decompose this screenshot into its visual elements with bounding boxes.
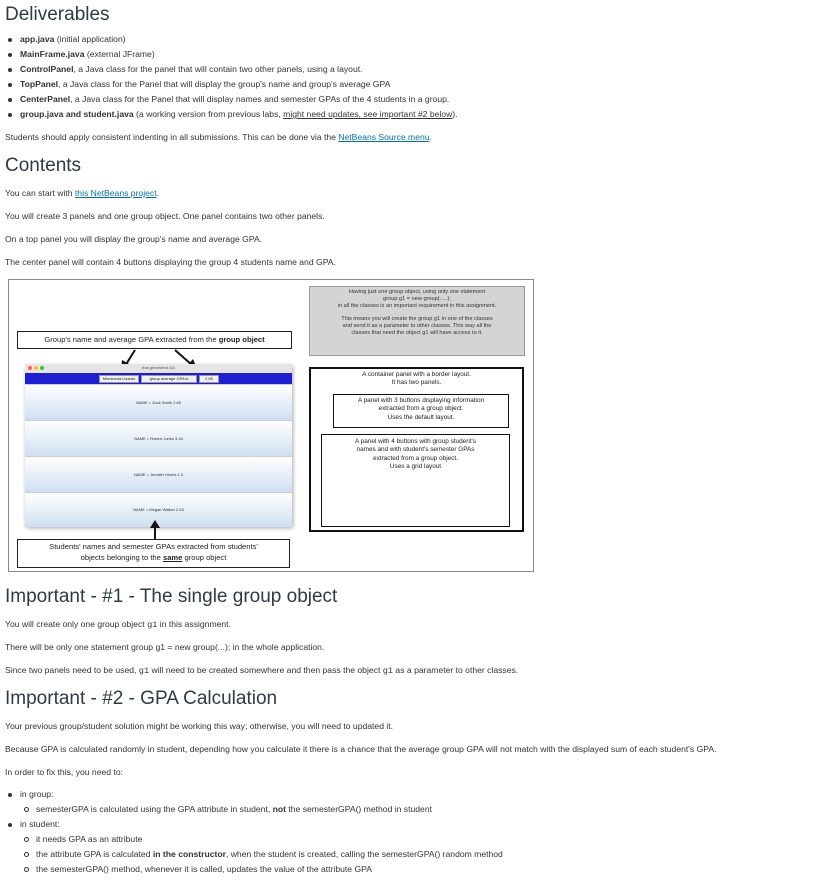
- netbeans-source-menu-link[interactable]: NetBeans Source menu: [338, 132, 430, 142]
- deliverables-heading: Deliverables: [5, 4, 110, 25]
- important-2-paragraph: Your previous group/student solution might be working this way; otherwise, you will need to updated it.: [5, 721, 394, 731]
- single-group-note: Having just one group object, using only one statement group g1 = new group(.....); in all the classes is an important requirement in this assignment. This means you will create the group g1 in one of the classes and send it as a parameter to other classes. This way all the classes that need the object g1 will have access to it.: [309, 286, 525, 356]
- list-item: in student:: [20, 819, 60, 834]
- group-sub-list: [36, 804, 432, 819]
- student-sub-list: [36, 834, 503, 879]
- important-2-paragraph: In order to fix this, you need to:: [5, 767, 123, 777]
- top-panel: [25, 373, 292, 384]
- window-titlebar: [25, 364, 292, 373]
- design-figure: [8, 279, 534, 572]
- window-title: that generated GA: [142, 365, 175, 370]
- fix-list-2: [20, 819, 60, 834]
- contents-heading: Contents: [5, 155, 82, 176]
- see-important-2-link[interactable]: might need updates, see important #2 below: [283, 109, 453, 119]
- start-paragraph: You can start with this NetBeans project.: [5, 188, 159, 198]
- fix-list: [20, 789, 53, 804]
- student-button: NAME = Jennifer Morris 1.0: [25, 456, 292, 492]
- list-item: in group:: [20, 789, 53, 804]
- deliverables-list: [20, 34, 458, 124]
- important-2-paragraph: Because GPA is calculated randomly in student, depending how you calculate it there is a chance that the average group GPA will not match with the displayed sum of each student's GPA.: [5, 744, 717, 754]
- netbeans-project-link[interactable]: this NetBeans project: [74, 188, 157, 198]
- center-panel-diagram: A panel with 4 buttons with group student's names and with student's semester GPAs extracted from a group object. Uses a grid layout: [321, 434, 510, 527]
- contents-paragraph: On a top panel you will display the group's name and average GPA.: [5, 234, 263, 244]
- list-item: CenterPanel, a Java class for the Panel that will display names and semester GPAs of the 4 students in a group.: [20, 94, 458, 109]
- important-1-paragraph: There will be only one statement group g1 = new group(...); in the whole application.: [5, 642, 325, 652]
- important-2-heading: Important - #2 - GPA Calculation: [5, 688, 278, 709]
- contents-paragraph: You will create 3 panels and one group object. One panel contains two other panels.: [5, 211, 325, 221]
- group-name-button: Minnesota Lizards: [99, 375, 139, 383]
- top-callout: Group's name and average GPA extracted from the group object: [17, 331, 292, 349]
- contents-paragraph: The center panel will contain 4 buttons displaying the group 4 students name and GPA.: [5, 257, 336, 267]
- list-item: it needs GPA as an attribute: [36, 834, 503, 849]
- important-1-heading: Important - #1 - The single group object: [5, 586, 338, 607]
- list-item: TopPanel, a Java class for the Panel that will display the group's name and group's average GPA: [20, 79, 458, 94]
- important-1-paragraph: Since two panels need to be used, g1 will need to be created somewhere and then pass the object g1 as a parameter to other classes.: [5, 665, 519, 676]
- list-item: the attribute GPA is calculated in the constructor, when the student is created, calling the semesterGPA() random method: [36, 849, 503, 864]
- list-item: app.java (initial application): [20, 34, 458, 49]
- top-panel-diagram: A panel with 3 buttons displaying information extracted from a group object. Uses the default layout.: [333, 394, 509, 428]
- important-1-paragraph: You will create only one group object g1 in this assignment.: [5, 619, 231, 630]
- list-item: the semesterGPA() method, whenever it is called, updates the value of the attribute GPA: [36, 864, 503, 879]
- list-item: group.java and student.java (a working version from previous labs, might need updates, see important #2 below).: [20, 109, 458, 124]
- control-panel-diagram: A container panel with a border layout. It has two panels. A panel with 3 buttons displaying information extracted from a group object. Uses the default layout. A panel with 4 buttons with group student's names and with student's semester GPAs extracted from a group object. Uses a grid layout: [309, 367, 524, 532]
- student-button: NAME = Zack Smith 2.65: [25, 384, 292, 420]
- list-item: MainFrame.java (external JFrame): [20, 49, 458, 64]
- list-item: semesterGPA is calculated using the GPA attribute in student, not the semesterGPA() method in student: [36, 804, 432, 819]
- average-gpa-label-button: group average GPA is: [141, 375, 197, 383]
- student-button: NAME = Robert Jones 3.44: [25, 420, 292, 456]
- app-window-screenshot: [25, 364, 292, 526]
- indent-paragraph: Students should apply consistent indenting in all submissions. This can be done via the NetBeans Source menu.: [5, 132, 432, 142]
- up-arrow: [149, 520, 161, 540]
- list-item: ControlPanel, a Java class for the panel that will contain two other panels, using a layout.: [20, 64, 458, 79]
- average-gpa-value-button: 2.55: [199, 375, 219, 383]
- student-button: NAME = Megan Walker 2.63: [25, 492, 292, 527]
- bottom-callout: Students' names and semester GPAs extracted from students' objects belonging to the same group object: [17, 539, 290, 568]
